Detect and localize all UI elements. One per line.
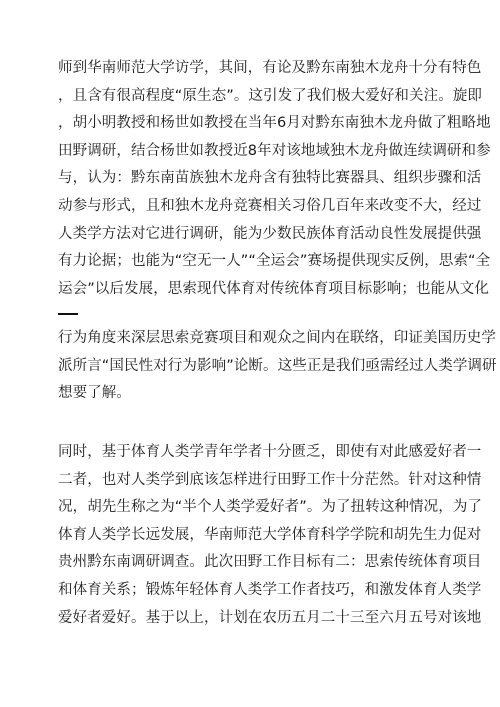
text-line: 同时，基于体育人类学青年学者十分匮乏，即使有对此感爱好者一 xyxy=(58,444,482,460)
text-line: 想要了解。 xyxy=(58,385,131,402)
text-line: 运会”以后发展，思索现代体育对传统体育项目标影响；也能从文化 xyxy=(58,280,490,297)
text-line: 人类学方法对它进行调研，能为少数民族体育活动良性发展提供强 xyxy=(58,225,482,242)
text-line: 爱好者爱好。基于以上，计划在农历五月二十三至六月五号对该地 xyxy=(58,609,482,626)
text-line: 行为角度来深层思索竞赛项目和观众之间内在联络，印证美国历史学 xyxy=(58,330,496,346)
text-line: 田野调研，结合杨世如教授近8年对该地域独木龙舟做连续调研和参 xyxy=(58,142,491,159)
section-divider xyxy=(58,313,78,315)
text-line: ，且含有很高程度“原生态”。这引发了我们极大爱好和关注。旋即 xyxy=(58,87,483,104)
text-line: 与，认为：黔东南苗族独木龙舟含有独特比赛器具、组织步骤和活 xyxy=(58,170,482,187)
paragraph-2 xyxy=(58,325,497,408)
text-line: 有力论据；也能为“空无一人”“全运会”赛场提供现实反例，思索“全 xyxy=(58,253,491,270)
text-line: 二者，也对人类学到底该怎样进行田野工作十分茫然。针对这种情 xyxy=(58,471,482,488)
text-line: 况，胡先生称之为“半个人类学爱好者”。为了扭转这种情况，为了 xyxy=(58,499,483,516)
text-line: 动参与形式，且和独木龙舟竞赛相关习俗几百年来改变不大，经过 xyxy=(58,197,482,214)
paragraph-1 xyxy=(58,55,491,303)
text-line: 师到华南师范大学访学，其间，有论及黔东南独木龙舟十分有特色 xyxy=(58,60,482,76)
text-line: 体育人类学长远发展，华南师范大学体育科学学院和胡先生力促对 xyxy=(58,526,482,543)
paragraph-3 xyxy=(58,439,483,632)
text-line: ，胡小明教授和杨世如教授在当年6月对黔东南独木龙舟做了粗略地 xyxy=(58,115,491,132)
text-line: 贵州黔东南调研调查。此次田野工作目标有二：思索传统体育项目 xyxy=(58,554,482,571)
text-line: 派所言“国民性对行为影响”论断。这些正是我们亟需经过人类学调研 xyxy=(58,357,497,374)
text-line: 和体育关系；锻炼年轻体育人类学工作者技巧，和激发体育人类学 xyxy=(58,581,482,598)
